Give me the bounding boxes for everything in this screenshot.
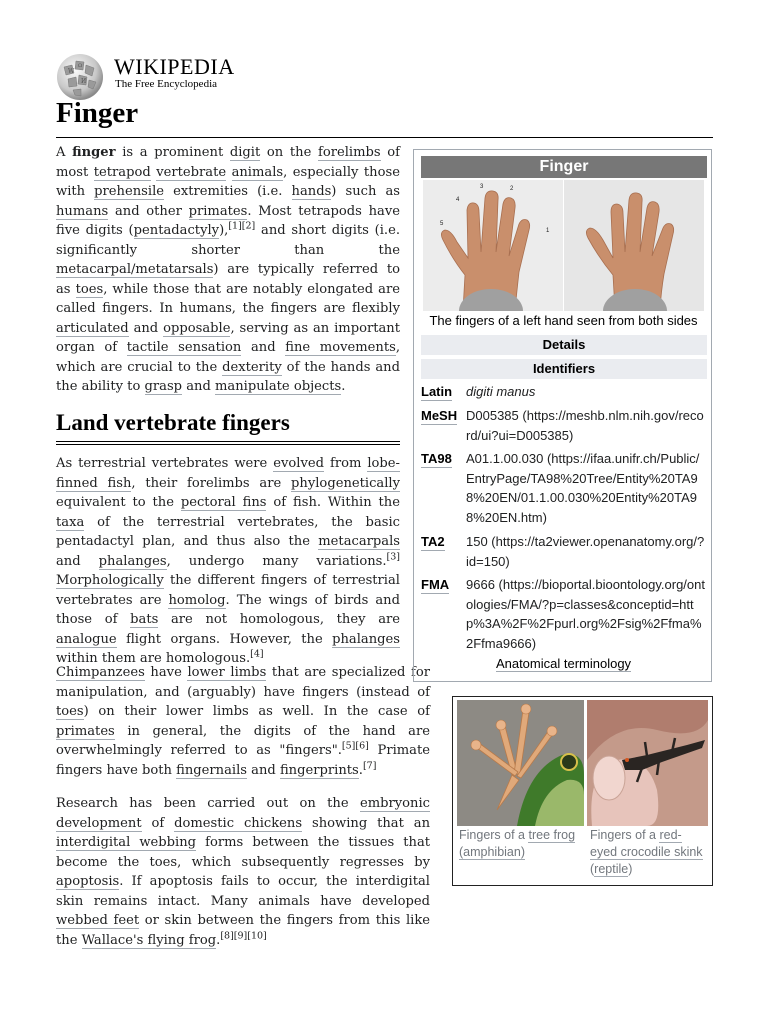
details-band: Details: [421, 335, 707, 355]
link-evolved[interactable]: evolved: [273, 456, 325, 471]
link-toes[interactable]: toes: [75, 281, 104, 297]
infobox-footer: [414, 656, 713, 671]
link-chimpanzees[interactable]: Chimpanzees: [56, 665, 145, 680]
link-pectoral-fins[interactable]: pectoral fins: [180, 495, 267, 510]
land-vertebrate-paragraph: As terrestrial vertebrates were evolved from lobe-finned fish, their forelimbs are phylogenetically equivalent to the pectoral fins of fish. Within the taxa of the terrestrial vertebrates, the basic pentadactyl plan, and thus also the metacarpals and phalanges, undergo many variations.[3] Morphologically the different fingers of terrestrial vertebrates are homolog. The wings of birds and those of bats are not homologous, they are analogue flight organs. However, the phalanges within them are homologous.[4]: [56, 456, 401, 666]
chimpanzee-paragraph: Chimpanzees have lower limbs that are specialized for manipulation, and (arguably) have fingers (instead of toes) on their lower limbs as well. In the case of primates in general, the digits of the hand are overwhelmingly referred to as "fingers".[5][6] Primate fingers have both fingernails and fingerprints.[7]: [56, 665, 431, 778]
link-metacarpal-metatarsals[interactable]: metacarpal/metatarsals: [56, 262, 214, 277]
link-toes[interactable]: toes: [56, 704, 84, 719]
link-webbed-feet[interactable]: webbed feet: [56, 913, 140, 928]
link-animals[interactable]: animals: [231, 164, 284, 180]
tree-frog-photo[interactable]: [457, 700, 584, 826]
infobox-image-caption: The fingers of a left hand seen from both sides: [429, 313, 698, 328]
citation-ref[interactable]: [7]: [362, 760, 377, 772]
link-fine-movements[interactable]: fine movements: [285, 340, 396, 355]
link-grasp[interactable]: grasp: [144, 379, 183, 394]
link-forelimbs[interactable]: forelimbs: [317, 145, 381, 160]
citation-ref[interactable]: [1][2]: [228, 220, 256, 232]
link-digit[interactable]: digit: [229, 145, 261, 160]
link-articulated[interactable]: articulated: [56, 320, 129, 336]
link-manipulate-objects[interactable]: manipulate objects: [215, 379, 342, 394]
caption-text: Fingers of a: [459, 828, 529, 842]
link-lower-limbs[interactable]: lower limbs: [187, 665, 267, 680]
infobox-value-fma[interactable]: 9666 (https://bioportal.bioontology.org/ontologies/FMA/?p=classes&conceptid=http%3A%2F%2Fpurl.org%2Fsig%2Ffma%2Ffma9666): [466, 577, 705, 651]
site-name-wordmark[interactable]: WIKIPEDIA: [114, 54, 235, 79]
research-paragraph: Research has been carried out on the embryonic development of domestic chickens showing that an interdigital webbing forms between the tissues that become the toes, which subsequently regresses by apoptosis. If apoptosis fails to occur, the interdigital skin remains intact. Many animals have developed webbed feet or skin between the fingers from this like the Wallace's flying frog.[8][9][10]: [56, 796, 431, 948]
link-apoptosis[interactable]: apoptosis: [56, 874, 120, 889]
infobox-value-mesh[interactable]: D005385 (https://meshb.nlm.nih.gov/record/ui?ui=D005385): [466, 408, 704, 443]
svg-text:И: И: [81, 78, 87, 85]
link-fingerprints[interactable]: fingerprints: [279, 762, 359, 778]
link-lobe-finned-fish[interactable]: lobe-finned fish: [56, 456, 400, 491]
link-primates[interactable]: primates: [188, 203, 248, 219]
tree-frog-caption: [459, 827, 581, 861]
caption-text: ): [628, 862, 633, 876]
intro-paragraph: A finger is a prominent digit on the forelimbs of most tetrapod vertebrate animals, especially those with prehensile extremities (i.e. hands) such as humans and other primates. Most tetrapods have five digits (pentadactyly),[1][2] and short digits (i.e. significantly shorter than the metacarpal/metatarsals) are typically referred to as toes, while those that are notably elongated are called fingers. In humans, the fingers are flexibly articulated and opposable, serving as an important organ of tactile sensation and fine movements, which are crucial to the dexterity of the hands and the ability to grasp and manipulate objects.: [56, 145, 400, 394]
infobox-value-ta2[interactable]: 150 (https://ta2viewer.openanatomy.org/?id=150): [466, 534, 705, 569]
link-embryonic-development[interactable]: embryonic development: [56, 796, 430, 831]
infobox-label-ta98[interactable]: TA98: [421, 451, 452, 466]
title-divider: [56, 137, 713, 138]
link-pentadactyly[interactable]: pentadactyly: [133, 223, 220, 238]
infobox-label-fma[interactable]: FMA: [421, 577, 450, 592]
svg-text:W: W: [68, 68, 75, 75]
link-bats[interactable]: bats: [130, 612, 159, 627]
link-metacarpals[interactable]: metacarpals: [318, 534, 400, 549]
anatomical-terminology-link[interactable]: Anatomical terminology: [495, 656, 632, 671]
page-title: Finger: [56, 97, 139, 129]
link-phylogenetically[interactable]: phylogenetically: [291, 475, 400, 491]
skink-caption: [590, 827, 708, 878]
link-interdigital-webbing[interactable]: interdigital webbing: [56, 835, 197, 850]
infobox-label-latin[interactable]: Latin: [421, 384, 453, 399]
link-wallace-s-flying-frog[interactable]: Wallace's flying frog: [81, 932, 217, 948]
link-phalanges[interactable]: phalanges: [98, 553, 167, 569]
svg-text:Ω: Ω: [78, 63, 83, 69]
citation-ref[interactable]: [5][6]: [341, 740, 369, 752]
bold-term: finger: [72, 145, 116, 160]
link-taxa[interactable]: taxa: [56, 514, 85, 530]
identifiers-band: Identifiers: [421, 359, 707, 379]
link-opposable[interactable]: opposable: [163, 320, 231, 336]
link-hands[interactable]: hands: [291, 184, 332, 199]
link-homolog[interactable]: homolog: [168, 592, 226, 608]
citation-ref[interactable]: [8][9][10]: [220, 930, 267, 942]
caption-text: (: [590, 862, 595, 876]
amphibian-link[interactable]: (amphibian): [459, 845, 526, 859]
link-tactile-sensation[interactable]: tactile sensation: [126, 340, 242, 355]
infobox-label-ta2[interactable]: TA2: [421, 534, 445, 549]
link-tetrapod[interactable]: tetrapod: [93, 164, 151, 180]
link-prehensile[interactable]: prehensile: [94, 184, 165, 199]
infobox: [413, 149, 712, 682]
hand-photo[interactable]: [423, 180, 704, 311]
finger-number-label: 5: [440, 221, 444, 227]
section-divider-secondary: [56, 444, 400, 445]
link-primates[interactable]: primates: [56, 723, 115, 739]
link-humans[interactable]: humans: [56, 203, 109, 219]
wikipedia-globe-logo[interactable]: [56, 53, 104, 101]
caption-text: Fingers of a: [590, 828, 660, 842]
infobox-label-mesh[interactable]: MeSH: [421, 408, 458, 423]
crocodile-skink-link[interactable]: red-eyed crocodile skink: [590, 828, 703, 859]
link-phalanges[interactable]: phalanges: [332, 631, 400, 647]
link-morphologically[interactable]: Morphologically: [56, 573, 164, 588]
image-gallery: [452, 696, 713, 886]
link-analogue[interactable]: analogue: [56, 631, 117, 647]
finger-number-label: 1: [546, 228, 550, 234]
tree-frog-link[interactable]: tree frog: [528, 828, 576, 842]
crocodile-skink-photo[interactable]: [587, 700, 708, 826]
citation-ref[interactable]: [3]: [386, 551, 400, 563]
finger-number-label: 2: [510, 186, 514, 192]
link-fingernails[interactable]: fingernails: [176, 762, 247, 778]
infobox-title: Finger: [421, 156, 707, 178]
finger-number-label: 4: [456, 197, 460, 203]
finger-number-label: 3: [480, 184, 484, 190]
citation-ref[interactable]: [4]: [250, 648, 264, 660]
section-divider: [56, 441, 400, 442]
reptile-link[interactable]: reptile: [594, 862, 629, 876]
link-domestic-chickens[interactable]: domestic chickens: [174, 815, 303, 831]
infobox-value-ta98[interactable]: A01.1.00.030 (https://ifaa.unifr.ch/Public/EntryPage/TA98%20Tree/Entity%20TA98%20EN/01.1.00.030%20Entity%20TA98%20EN.htm): [466, 451, 700, 525]
site-tagline: The Free Encyclopedia: [115, 78, 218, 90]
link-dexterity[interactable]: dexterity: [222, 359, 282, 375]
section-heading: Land vertebrate fingers: [56, 410, 290, 435]
infobox-value-latin: digiti manus: [466, 384, 536, 399]
link-vertebrate[interactable]: vertebrate: [156, 164, 227, 180]
